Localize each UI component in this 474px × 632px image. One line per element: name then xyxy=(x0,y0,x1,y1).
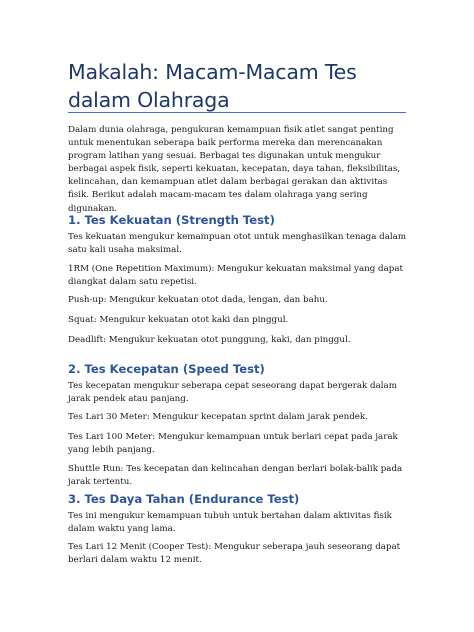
strength-paragraph-1: Tes kekuatan mengukur kemampuan otot untuk menghasilkan tenaga dalam satu kali usaha maksimal. xyxy=(68,232,407,256)
section-heading-strength: 1. Tes Kekuatan (Strength Test) xyxy=(68,213,275,227)
section-heading-endurance: 3. Tes Daya Tahan (Endurance Test) xyxy=(68,492,300,506)
intro-paragraph: Dalam dunia olahraga, pengukuran kemampuan fisik atlet sangat penting untuk menentukan seberapa baik performa mereka dan merencanakan program latihan yang sesuai. Berbagai tes digunakan untuk mengukur berbagai aspek fisik, seperti kekuatan, kecepatan, daya tahan, fleksibilitas, kelincahan, dan kemampuan atlet dalam berbagai gerakan dan aktivitas fisik. Berikut adalah macam-macam tes dalam olahraga yang sering digunakan. xyxy=(68,125,401,214)
strength-paragraph-5: Deadlift: Mengukur kekuatan otot punggung, kaki, dan pinggul. xyxy=(68,335,351,345)
strength-paragraph-2: 1RM (One Repetition Maximum): Mengukur kekuatan maksimal yang dapat diangkat dalam satu repetisi. xyxy=(68,264,404,288)
speed-paragraph-4: Shuttle Run: Tes kecepatan dan kelincahan dengan berlari bolak-balik pada jarak tertentu. xyxy=(68,464,403,488)
endurance-paragraph-2: Tes Lari 12 Menit (Cooper Test): Mengukur seberapa jauh seseorang dapat berlari dalam waktu 12 menit. xyxy=(68,542,401,566)
title-underline xyxy=(68,112,406,113)
strength-paragraph-4: Squat: Mengukur kekuatan otot kaki dan pinggul. xyxy=(68,315,289,325)
speed-paragraph-1: Tes kecepatan mengukur seberapa cepat seseorang dapat bergerak dalam jarak pendek atau panjang. xyxy=(68,381,397,405)
endurance-paragraph-1: Tes ini mengukur kemampuan tubuh untuk bertahan dalam aktivitas fisik dalam waktu yang lama. xyxy=(68,511,392,535)
speed-paragraph-3: Tes Lari 100 Meter: Mengukur kemampuan untuk berlari cepat pada jarak yang lebih panjang. xyxy=(68,432,398,456)
document-title: Makalah: Macam-Macam Tes dalam Olahraga xyxy=(68,60,357,112)
section-heading-speed: 2. Tes Kecepatan (Speed Test) xyxy=(68,362,265,376)
speed-paragraph-2: Tes Lari 30 Meter: Mengukur kecepatan sprint dalam jarak pendek. xyxy=(68,412,368,422)
strength-paragraph-3: Push-up: Mengukur kekuatan otot dada, lengan, dan bahu. xyxy=(68,295,328,305)
